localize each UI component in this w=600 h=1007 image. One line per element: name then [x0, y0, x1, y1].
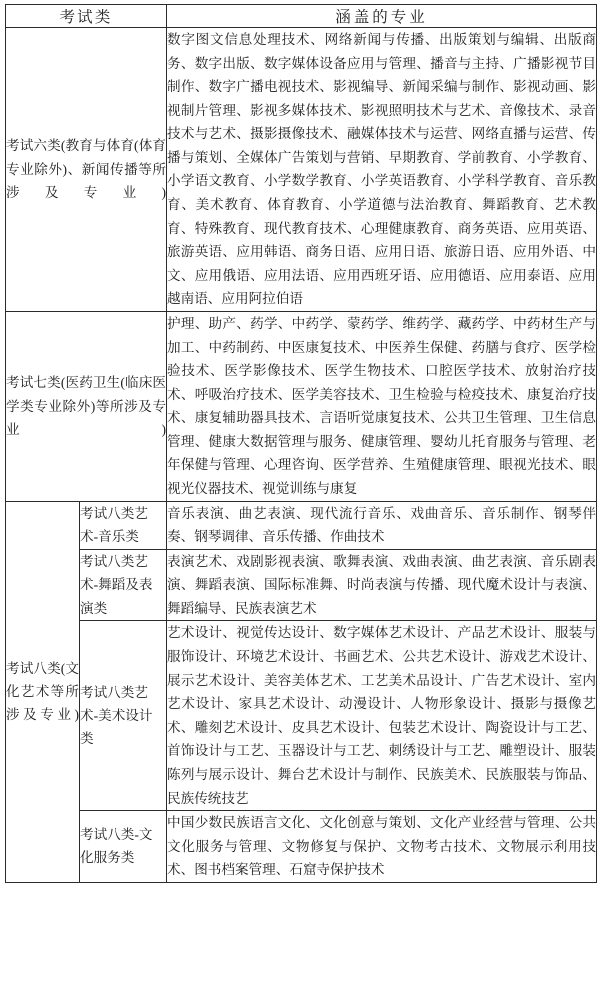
- sub-content-dance-performance: 表演艺术、戏剧影视表演、歌舞表演、戏曲表演、曲艺表演、音乐剧表演、舞蹈表演、国际标准舞、时尚表演与传播、现代魔术设计与表演、舞蹈编导、民族表演艺术: [167, 549, 597, 621]
- table-header-row: [6, 5, 597, 28]
- table-row: [6, 28, 597, 312]
- sub-content-fine-art-design: 艺术设计、视觉传达设计、数字媒体艺术设计、产品艺术设计、服装与服饰设计、环境艺术设计、书画艺术、公共艺术设计、游戏艺术设计、展示艺术设计、美容美体艺术、工艺美术品设计、广告艺术设计、室内艺术设计、家具艺术设计、动漫设计、人物形象设计、摄影与摄像艺术、雕刻艺术设计、皮具艺术设计、包装艺术设计、陶瓷设计与工艺、首饰设计与工艺、玉器设计与工艺、刺绣设计与工艺、雕塑设计、服装陈列与展示设计、舞台艺术设计与制作、民族美术、民族服装与饰品、民族传统技艺: [167, 621, 597, 811]
- sub-label-cultural-service: 考试八类-文化服务类: [80, 811, 167, 883]
- row-content-exam-seven: 护理、助产、药学、中药学、蒙药学、维药学、藏药学、中药材生产与加工、中药制药、中医康复技术、中医养生保健、药膳与食疗、医学检验技术、医学影像技术、医学生物技术、口腔医学技术、放射治疗技术、呼吸治疗技术、医学美容技术、卫生检验与检疫技术、康复治疗技术、康复辅助器具技术、言语听觉康复技术、公共卫生管理、卫生信息管理、健康大数据管理与服务、健康管理、婴幼儿托育服务与管理、老年保健与管理、心理咨询、医学营养、生殖健康管理、眼视光技术、眼视光仪器技术、视觉训练与康复: [167, 311, 597, 501]
- group-label-exam-eight: [6, 501, 80, 882]
- table-row: [6, 621, 597, 811]
- header-category: 考试类: [6, 5, 167, 28]
- sub-label-fine-art-design: 考试八类艺术-美术设计类: [80, 621, 167, 811]
- sub-content-cultural-service: 中国少数民族语言文化、文化创意与策划、文化产业经营与管理、公共文化服务与管理、文物修复与保护、文物考古技术、文物展示利用技术、图书档案管理、石窟寺保护技术: [167, 811, 597, 883]
- table-row: [6, 811, 597, 883]
- row-label-exam-seven: [6, 311, 167, 501]
- group-label-text: 考试八类(文化艺术等所涉及专业): [6, 660, 79, 723]
- row-content-exam-six: 数字图文信息处理技术、网络新闻与传播、出版策划与编辑、出版商务、数字出版、数字媒体设备应用与管理、播音与主持、广播影视节目制作、数字广播电视技术、影视编导、新闻采编与制作、影视动画、影视制片管理、影视多媒体技术、影视照明技术与艺术、音像技术、录音技术与艺术、摄影摄像技术、融媒体技术与运营、网络直播与运营、传播与策划、全媒体广告策划与营销、早期教育、学前教育、小学教育、小学语文教育、小学数学教育、小学英语教育、小学科学教育、音乐教育、美术教育、体育教育、小学道德与法治教育、舞蹈教育、艺术教育、特殊教育、现代教育技术、心理健康教育、商务英语、应用英语、旅游英语、应用韩语、商务日语、应用日语、旅游日语、应用外语、中文、应用俄语、应用法语、应用西班牙语、应用德语、应用泰语、应用越南语、应用阿拉伯语: [167, 28, 597, 312]
- table-row: [6, 501, 597, 549]
- row-label-text: 考试七类(医药卫生(临床医学类专业除外)等所涉及专业): [6, 375, 167, 437]
- sub-content-music: 音乐表演、曲艺表演、现代流行音乐、戏曲音乐、音乐制作、钢琴伴奏、钢琴调律、音乐传播、作曲技术: [167, 501, 597, 549]
- exam-category-table: [5, 4, 597, 883]
- table-row: [6, 549, 597, 621]
- sub-label-music: 考试八类艺术-音乐类: [80, 501, 167, 549]
- table-row: [6, 311, 597, 501]
- sub-label-dance-performance: 考试八类艺术-舞蹈及表演类: [80, 549, 167, 621]
- row-label-exam-six: [6, 28, 167, 312]
- row-label-text: 考试六类(教育与体育(体育专业除外)、新闻传播等所涉及专业): [6, 138, 167, 201]
- header-majors: 涵盖的专业: [167, 5, 597, 28]
